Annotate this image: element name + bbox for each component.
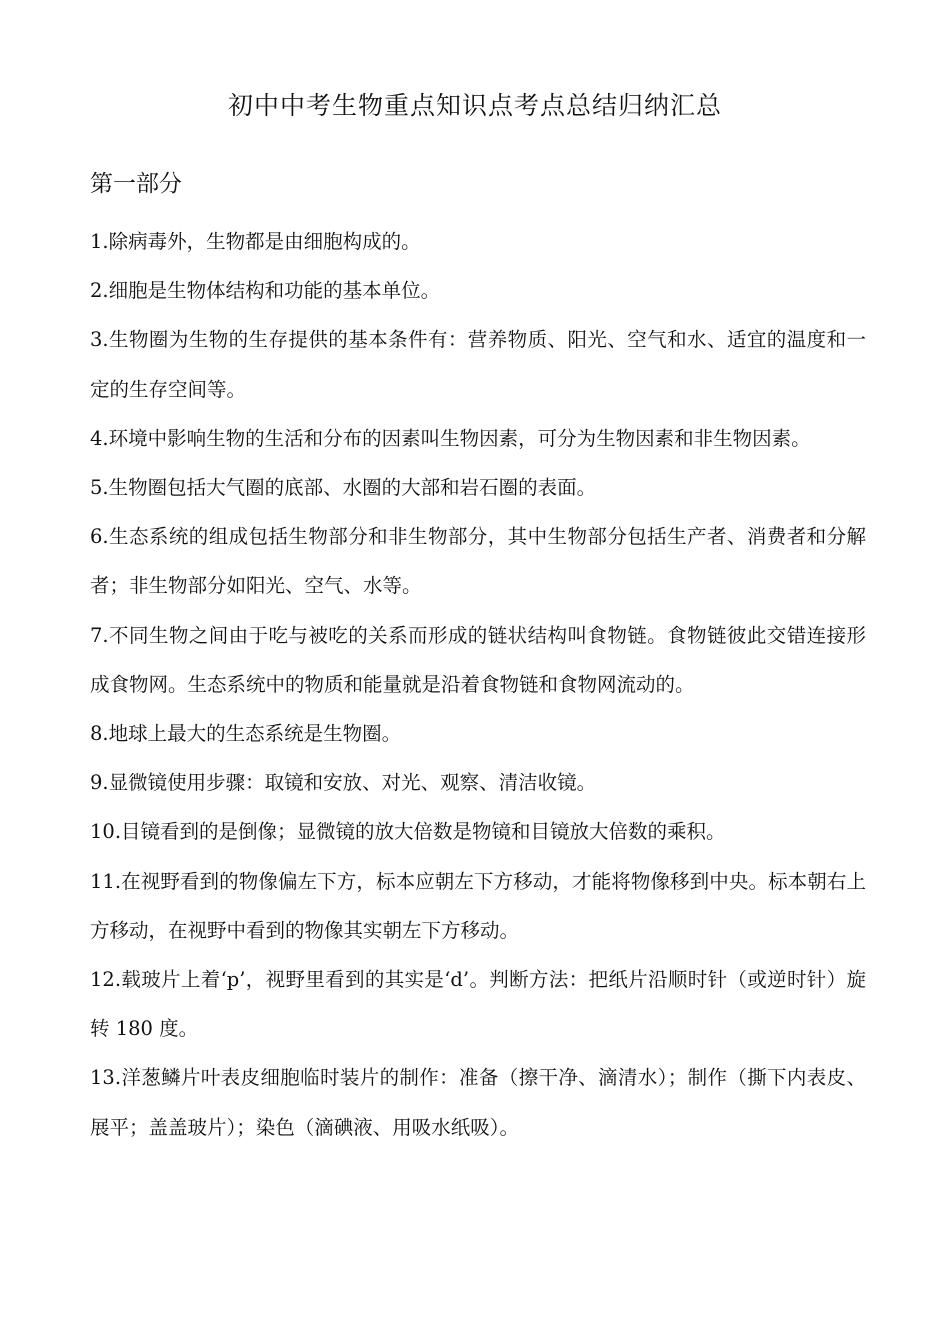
knowledge-point-2: 2.细胞是生物体结构和功能的基本单位。 (90, 279, 441, 303)
knowledge-point-9: 9.显微镜使用步骤：取镜和安放、对光、观察、清洁收镜。 (90, 771, 597, 795)
knowledge-point-3: 3.生物圈为生物的生存提供的基本条件有：营养物质、阳光、空气和水、适宜的温度和一定的生存空间等。 (90, 328, 866, 401)
knowledge-point-4: 4.环境中影响生物的生活和分布的因素叫生物因素，可分为生物因素和非生物因素。 (90, 426, 811, 450)
section-heading: 第一部分 (90, 171, 182, 197)
knowledge-point-8: 8.地球上最大的生态系统是生物圈。 (90, 722, 402, 746)
knowledge-point-6: 6.生态系统的组成包括生物部分和非生物部分，其中生物部分包括生产者、消费者和分解者；非生物部分如阳光、空气、水等。 (90, 525, 866, 598)
knowledge-point-11: 11.在视野看到的物像偏左下方，标本应朝左下方移动，才能将物像移到中央。标本朝右上方移动，在视野中看到的物像其实朝左下方移动。 (90, 869, 866, 942)
knowledge-point-13: 13.洋葱鳞片叶表皮细胞临时装片的制作：准备（擦干净、滴清水）；制作（撕下内表皮、展平；盖盖玻片）；染色（滴碘液、用吸水纸吸）。 (90, 1066, 866, 1139)
knowledge-point-5: 5.生物圈包括大气圈的底部、水圈的大部和岩石圈的表面。 (90, 476, 597, 500)
knowledge-point-1: 1.除病毒外，生物都是由细胞构成的。 (90, 230, 421, 253)
knowledge-point-12: 12.载玻片上着‘p’，视野里看到的其实是‘d’。判断方法：把纸片沿顺时针（或逆时针）旋转 180 度。 (90, 968, 866, 1041)
knowledge-point-7: 7.不同生物之间由于吃与被吃的关系而形成的链状结构叫食物链。食物链彼此交错连接形成食物网。生态系统中的物质和能量就是沿着食物链和食物网流动的。 (90, 623, 866, 696)
document-title: 初中中考生物重点知识点考点总结归纳汇总 (227, 91, 722, 120)
knowledge-point-10: 10.目镜看到的是倒像；显微镜的放大倍数是物镜和目镜放大倍数的乘积。 (90, 820, 726, 844)
knowledge-point-list (90, 217, 866, 1152)
